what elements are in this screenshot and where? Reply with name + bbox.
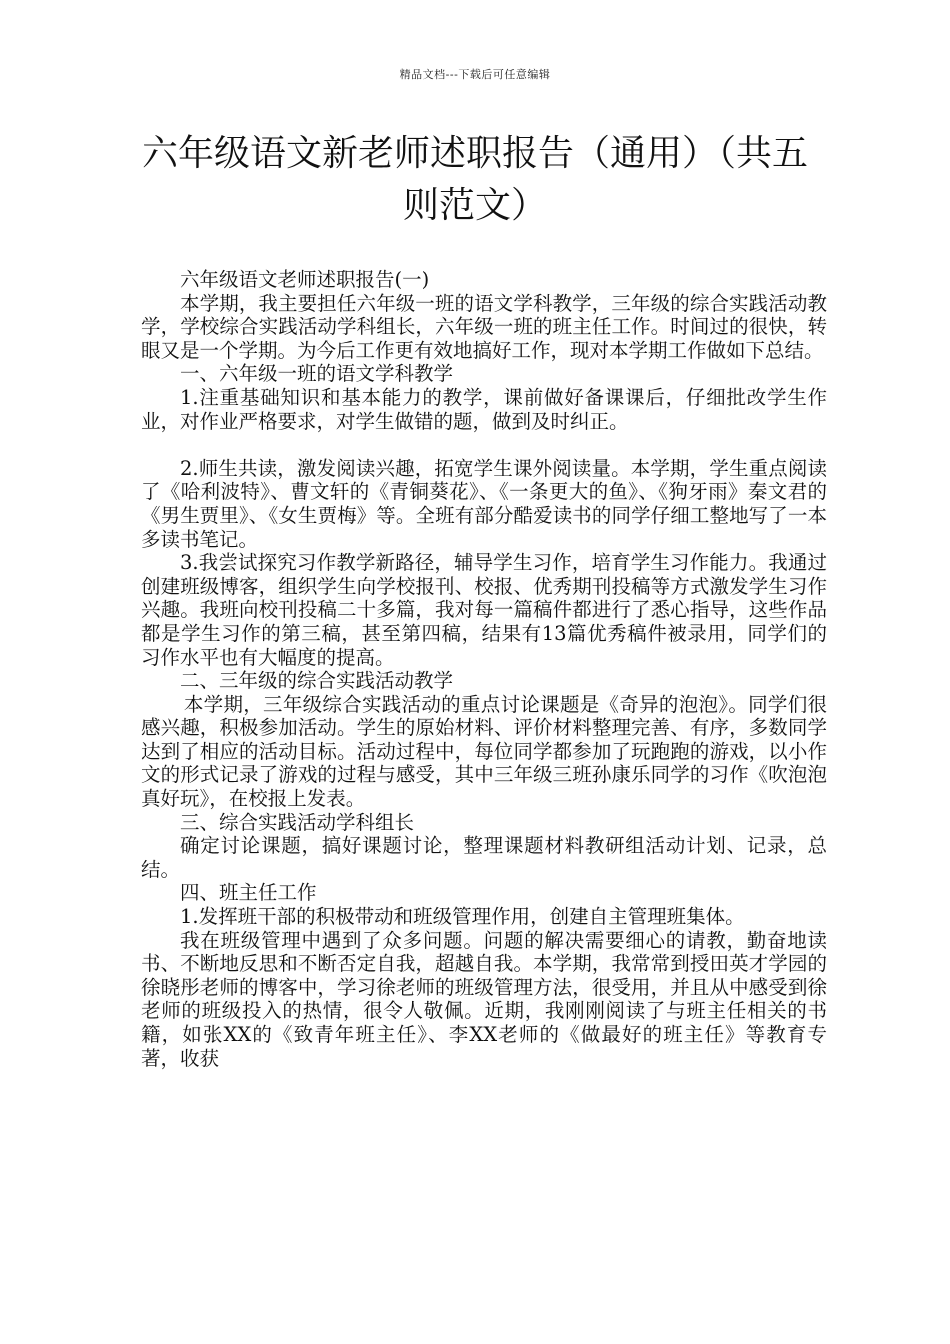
header-note: 精品文档---下载后可任意编辑 (399, 68, 551, 81)
paragraph: 1.发挥班干部的积极带动和班级管理作用，创建自主管理班集体。 (180, 905, 745, 929)
section-heading: 二、三年级的综合实践活动教学 (180, 669, 454, 693)
paragraph: 确定讨论课题，搞好课题讨论，整理课题材料教研组活动计划、记录，总结。 (141, 834, 827, 881)
paragraph: 2.师生共读，激发阅读兴趣，拓宽学生课外阅读量。本学期，学生重点阅读了《哈利波特》、曹文轩的《青铜葵花》、《一条更大的鱼》、《狗牙雨》秦文君的《男生贾里》、《女生贾梅》等。全班有部分酷爱读书的同学仔细工整地写了一本多读书笔记。 (141, 456, 827, 551)
section-heading: 一、六年级一班的语文学科教学 (180, 362, 454, 386)
paragraph: 3.我尝试探究习作教学新路径，辅导学生习作，培育学生习作能力。我通过创建班级博客，组织学生向学校报刊、校报、优秀期刊投稿等方式激发学生习作兴趣。我班向校刊投稿二十多篇，我对每一篇稿件都进行了悉心指导，这些作品都是学生习作的第三稿，甚至第四稿，结果有13篇优秀稿件被录用，同学们的习作水平也有大幅度的提高。 (141, 551, 827, 669)
paragraph: 1.注重基础知识和基本能力的教学，课前做好备课课后，仔细批改学生作业，对作业严格要求，对学生做错的题，做到及时纠正。 (141, 385, 827, 433)
paragraph: 本学期，三年级综合实践活动的重点讨论课题是《奇异的泡泡》。同学们很感兴趣，积极参加活动。学生的原始材料、评价材料整理完善、有序，多数同学达到了相应的活动目标。活动过程中，每位同学都参加了玩跑跑的游戏，以小作文的形式记录了游戏的过程与感受，其中三年级三班孙康乐同学的习作《吹泡泡真好玩》，在校报上发表。 (141, 692, 827, 811)
paragraph: 本学期，我主要担任六年级一班的语文学科教学，三年级的综合实践活动教学，学校综合实践活动学科组长，六年级一班的班主任工作。时间过的很快，转眼又是一个学期。为今后工作更有效地搞好工作，现对本学期工作做如下总结。 (141, 291, 827, 362)
section-heading: 三、综合实践活动学科组长 (180, 810, 415, 834)
document-title: 六年级语文新老师述职报告（通用）（共五则范文） (141, 133, 808, 226)
section-heading: 四、班主任工作 (180, 881, 317, 905)
paragraph: 我在班级管理中遇到了众多问题。问题的解决需要细心的请教，勤奋地读书、不断地反思和不断否定自我，超越自我。本学期，我常常到授田英才学园的徐晓彤老师的博客中，学习徐老师的班级管理方法，很受用，并且从中感受到徐老师的班级投入的热情，很令人敬佩。近期，我刚刚阅读了与班主任相关的书籍，如张XX的《致青年班主任》、李XX老师的《做最好的班主任》等教育专著，收获 (141, 928, 827, 1070)
document-body (141, 268, 827, 1070)
section-heading: 六年级语文老师述职报告(一) (180, 268, 430, 291)
